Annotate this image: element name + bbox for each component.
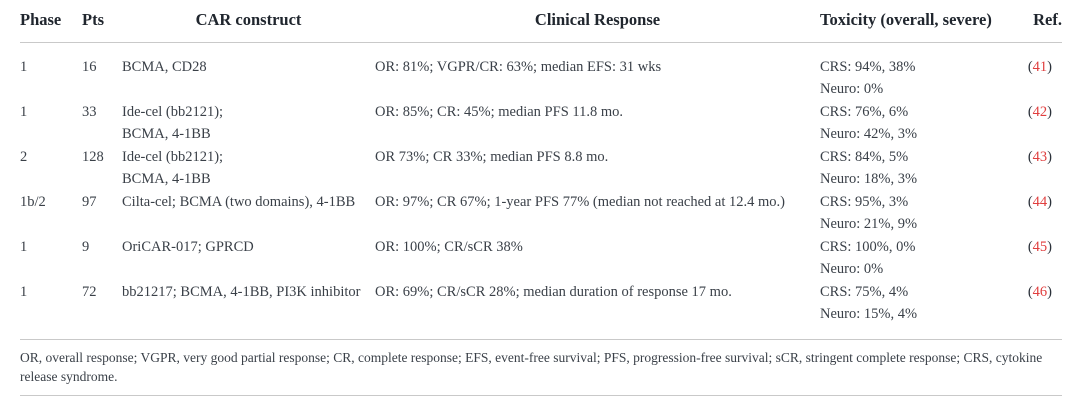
pts-cell: 97 (82, 194, 97, 210)
table-row (20, 191, 1062, 236)
crs-line: CRS: 94%, 38% (820, 59, 916, 75)
reference-number: 45 (1032, 239, 1048, 255)
neuro-line: Neuro: 15%, 4% (820, 306, 918, 322)
construct-line: BCMA, 4-1BB (122, 126, 211, 142)
ref-cell (1022, 101, 1062, 146)
reference-link[interactable]: (43) (1027, 149, 1052, 165)
header-row (20, 0, 1062, 43)
ref-cell (1022, 146, 1062, 191)
clinical-response-cell: OR 73%; CR 33%; median PFS 8.8 mo. (375, 149, 609, 165)
construct-line: Ide-cel (bb2121); (122, 149, 224, 165)
car-construct-cell (122, 236, 375, 281)
neuro-line: Neuro: 42%, 3% (820, 126, 918, 142)
table-row (20, 43, 1062, 102)
crs-line: CRS: 100%, 0% (820, 239, 916, 255)
car-construct-cell (122, 101, 375, 146)
construct-line: bb21217; BCMA, 4-1BB, PI3K inhibitor (122, 284, 361, 300)
phase-cell: 1 (20, 284, 28, 300)
pts-cell: 128 (82, 149, 104, 165)
car-construct-cell (122, 146, 375, 191)
reference-number: 42 (1032, 104, 1048, 120)
ref-cell (1022, 43, 1062, 102)
construct-line: BCMA, CD28 (122, 59, 207, 75)
crs-line: CRS: 95%, 3% (820, 194, 909, 210)
neuro-line: Neuro: 0% (820, 81, 884, 97)
table-row (20, 236, 1062, 281)
reference-link[interactable]: (46) (1027, 284, 1052, 300)
ref-cell (1022, 281, 1062, 339)
toxicity-cell (820, 236, 1022, 281)
clinical-response-cell: OR: 97%; CR 67%; 1-year PFS 77% (median not reached at 12.4 mo.) (375, 194, 785, 210)
col-header-car-construct: CAR construct (122, 0, 375, 43)
col-header-pts: Pts (82, 0, 122, 43)
table-row (20, 281, 1062, 339)
clinical-response-cell: OR: 69%; CR/sCR 28%; median duration of response 17 mo. (375, 284, 732, 300)
toxicity-cell (820, 146, 1022, 191)
car-t-trials-table (20, 0, 1062, 339)
neuro-line: Neuro: 0% (820, 261, 884, 277)
reference-number: 43 (1032, 149, 1048, 165)
car-construct-cell (122, 43, 375, 102)
construct-line: Cilta-cel; BCMA (two domains), 4-1BB (122, 194, 356, 210)
phase-cell: 2 (20, 149, 28, 165)
crs-line: CRS: 84%, 5% (820, 149, 909, 165)
phase-cell: 1 (20, 59, 28, 75)
reference-link[interactable]: (44) (1027, 194, 1052, 210)
clinical-response-cell: OR: 85%; CR: 45%; median PFS 11.8 mo. (375, 104, 623, 120)
phase-cell: 1 (20, 239, 28, 255)
toxicity-cell (820, 43, 1022, 102)
car-construct-cell (122, 191, 375, 236)
crs-line: CRS: 75%, 4% (820, 284, 909, 300)
pts-cell: 72 (82, 284, 97, 300)
ref-cell (1022, 191, 1062, 236)
car-construct-cell (122, 281, 375, 339)
toxicity-cell (820, 281, 1022, 339)
construct-line: Ide-cel (bb2121); (122, 104, 224, 120)
neuro-line: Neuro: 18%, 3% (820, 171, 918, 187)
phase-cell: 1b/2 (20, 194, 46, 210)
reference-link[interactable]: (42) (1027, 104, 1052, 120)
table-footnote (20, 339, 1062, 396)
col-header-ref: Ref. (1022, 0, 1062, 43)
reference-number: 41 (1032, 59, 1048, 75)
pts-cell: 9 (82, 239, 90, 255)
ref-cell (1022, 236, 1062, 281)
clinical-response-cell: OR: 100%; CR/sCR 38% (375, 239, 523, 255)
clinical-response-cell: OR: 81%; VGPR/CR: 63%; median EFS: 31 wks (375, 59, 662, 75)
crs-line: CRS: 76%, 6% (820, 104, 909, 120)
col-header-toxicity: Toxicity (overall, severe) (820, 0, 1022, 43)
reference-link[interactable]: (41) (1027, 59, 1052, 75)
pts-cell: 16 (82, 59, 97, 75)
col-header-clinical-response: Clinical Response (375, 0, 820, 43)
pts-cell: 33 (82, 104, 97, 120)
table-row (20, 101, 1062, 146)
phase-cell: 1 (20, 104, 28, 120)
toxicity-cell (820, 191, 1022, 236)
reference-link[interactable]: (45) (1027, 239, 1052, 255)
toxicity-cell (820, 101, 1022, 146)
reference-number: 46 (1032, 284, 1048, 300)
construct-line: BCMA, 4-1BB (122, 171, 211, 187)
col-header-phase: Phase (20, 0, 82, 43)
table-row (20, 146, 1062, 191)
reference-number: 44 (1032, 194, 1048, 210)
construct-line: OriCAR-017; GPRCD (122, 239, 254, 255)
neuro-line: Neuro: 21%, 9% (820, 216, 918, 232)
abbreviations-text: OR, overall response; VGPR, very good partial response; CR, complete response; EFS, event-free survival; PFS, progression-free survival; sCR, stringent complete response; CRS, cytokine release syndrome. (20, 350, 1043, 384)
